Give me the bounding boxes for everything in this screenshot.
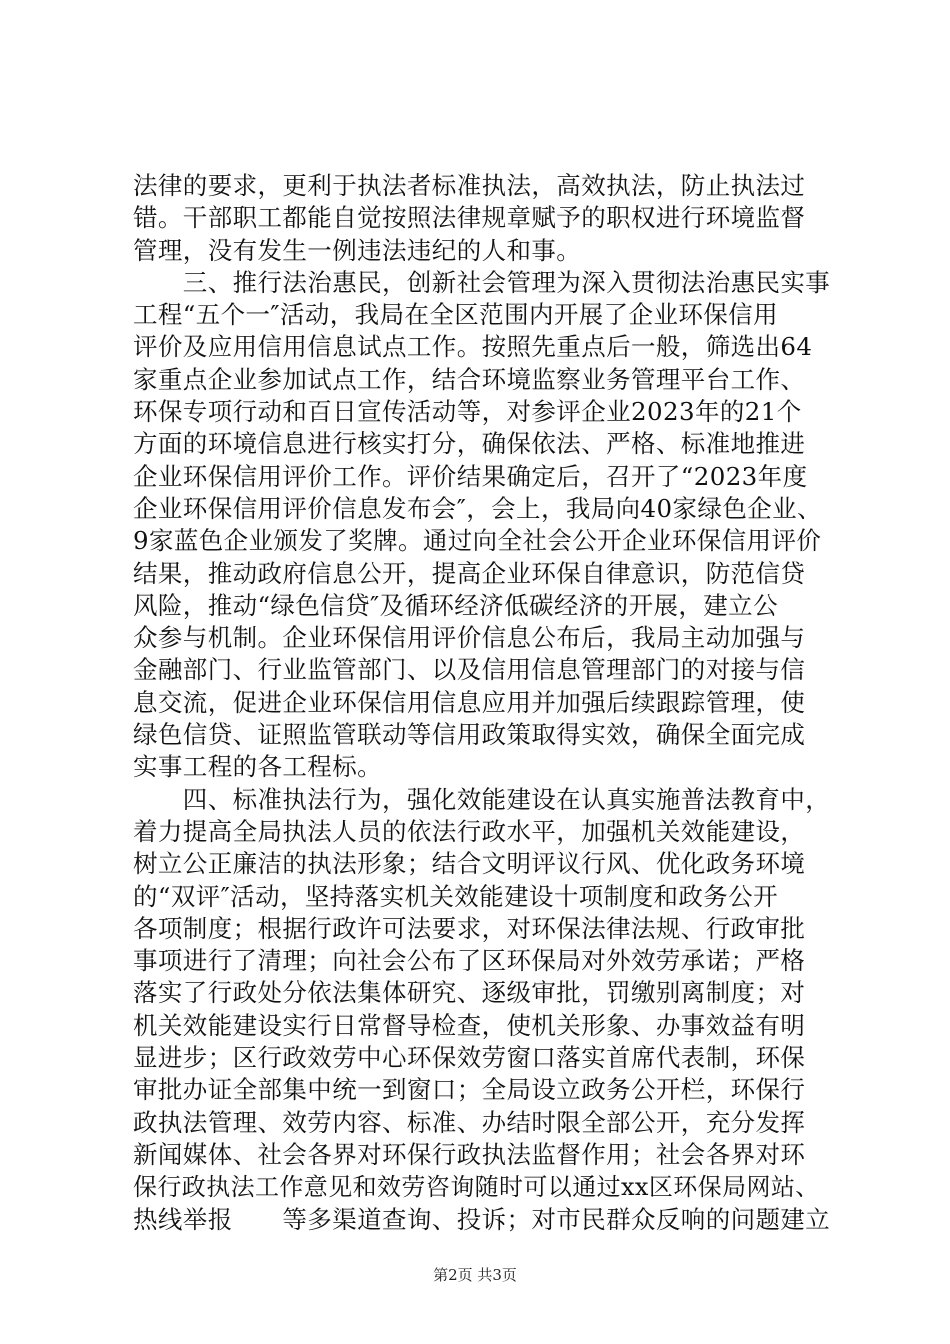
text-line: 审批办证全部集中统一到窗口；全局设立政务公开栏，环保行 xyxy=(133,1075,806,1105)
text-line: 树立公正廉洁的执法形象；结合文明评议行风、优化政务环境 xyxy=(133,849,806,879)
text-line: 企业环保信用评价信息发布会″，会上，我局向40家绿色企业、 xyxy=(133,493,822,523)
text-line: 企业环保信用评价工作。评价结果确定后，召开了“2023年度 xyxy=(133,461,808,491)
text-line: 政执法管理、效劳内容、标准、办结时限全部公开，充分发挥 xyxy=(133,1107,806,1137)
text-line: 法律的要求，更利于执法者标准执法，高效执法，防止执法过 xyxy=(133,171,806,200)
body-text xyxy=(133,170,833,1236)
text-line: 显进步；区行政效劳中心环保效劳窗口落实首席代表制，环保 xyxy=(133,1043,806,1073)
text-line: 错。干部职工都能自觉按照法律规章赋予的职权进行环境监督 xyxy=(133,203,806,233)
text-line: 9家蓝色企业颁发了奖牌。通过向全社会公开企业环保信用评价 xyxy=(133,526,822,556)
text-line: 着力提高全局执法人员的依法行政水平，加强机关效能建设， xyxy=(133,816,806,846)
text-line: 机关效能建设实行日常督导检查，使机关形象、办事效益有明 xyxy=(133,1010,806,1040)
text-line: 保行政执法工作意见和效劳咨询随时可以通过xx区环保局网站、 xyxy=(133,1173,820,1202)
text-line: 结果，推动政府信息公开，提高企业环保自律意识，防范信贷 xyxy=(133,558,806,588)
text-line: 各项制度；根据行政许可法要求，对环保法律法规、行政审批 xyxy=(133,913,806,943)
text-line: 的“双评″活动，坚持落实机关效能建设十项制度和政务公开 xyxy=(133,881,778,911)
text-line: 评价及应用信用信息试点工作。按照先重点后一般，筛选出64 xyxy=(133,332,813,362)
text-line: 方面的环境信息进行核实打分，确保依法、严格、标准地推进 xyxy=(133,429,806,459)
text-line: 绿色信贷、证照监管联动等信用政策取得实效，确保全面完成 xyxy=(133,720,806,750)
text-line: 三、推行法治惠民，创新社会管理为深入贯彻法治惠民实事 xyxy=(133,267,831,297)
text-line: 新闻媒体、社会各界对环保行政执法监督作用；社会各界对环 xyxy=(133,1139,806,1169)
text-line: 金融部门、行业监管部门、以及信用信息管理部门的对接与信 xyxy=(133,655,806,685)
text-line: 风险，推动“绿色信贷″及循环经济低碳经济的开展，建立公 xyxy=(133,590,778,620)
text-line: 息交流，促进企业环保信用信息应用并加强后续跟踪管理，使 xyxy=(133,687,806,717)
page-number-footer: 第2页 共3页 xyxy=(433,1266,517,1284)
text-line: 管理，没有发生一例违法违纪的人和事。 xyxy=(133,235,582,265)
text-line: 事项进行了清理；向社会公布了区环保局对外效劳承诺；严格 xyxy=(133,946,806,976)
text-line: 热线举报 等多渠道查询、投诉；对市民群众反响的问题建立 xyxy=(133,1204,831,1234)
text-line: 家重点企业参加试点工作，结合环境监察业务管理平台工作、 xyxy=(133,364,806,394)
text-line: 实事工程的各工程标。 xyxy=(133,752,382,782)
text-line: 四、标准执法行为，强化效能建设在认真实施普法教育中， xyxy=(133,784,831,814)
text-line: 环保专项行动和百日宣传活动等，对参评企业2023年的21个 xyxy=(133,397,802,427)
text-line: 落实了行政处分依法集体研究、逐级审批，罚缴别离制度；对 xyxy=(133,978,806,1008)
text-line: 众参与机制。企业环保信用评价信息公布后，我局主动加强与 xyxy=(133,623,806,653)
text-line: 工程“五个一″活动，我局在全区范围内开展了企业环保信用 xyxy=(133,300,778,330)
